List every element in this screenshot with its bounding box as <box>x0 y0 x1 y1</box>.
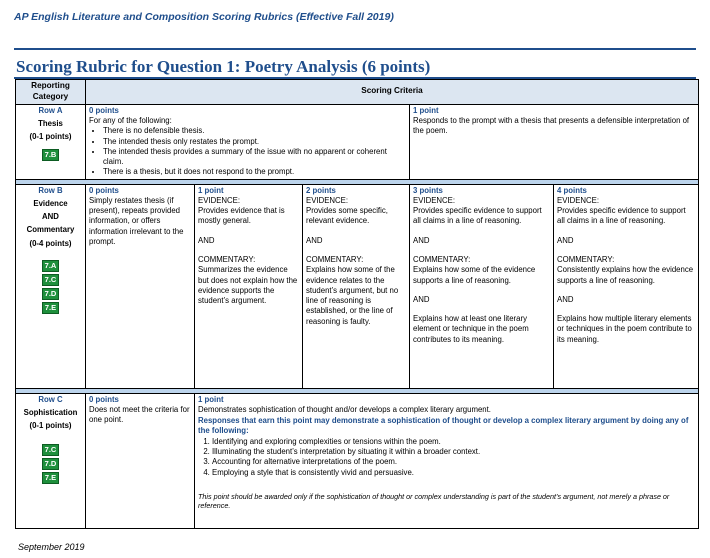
row-c <box>16 393 699 528</box>
skill-badge: 7.C <box>42 444 60 456</box>
row-a-0-points <box>86 104 410 179</box>
row-c-0-text: Does not meet the criteria for one point. <box>89 404 190 425</box>
points-label: 4 points <box>557 185 587 195</box>
row-b-label: Row B <box>38 185 63 195</box>
document-title: AP English Literature and Composition Scoring Rubrics (Effective Fall 2019) <box>14 11 394 23</box>
row-c-name: Sophistication <box>23 407 78 417</box>
and-text: AND <box>413 235 430 245</box>
commentary-text: Explains how multiple literary elements or techniques in the poem contribute to its meaning. <box>557 314 692 344</box>
points-label: 1 point <box>413 105 439 115</box>
and-text: AND <box>198 235 215 245</box>
commentary-text: Explains how some of the evidence supports a line of reasoning. <box>413 265 536 285</box>
list-item: 3. Accounting for alternative interpretations of the poem. <box>212 457 695 467</box>
points-label: 1 point <box>198 185 224 195</box>
points-label: 0 points <box>89 185 119 195</box>
row-b-name-and: AND <box>42 212 59 222</box>
row-b-1-point <box>195 184 303 388</box>
evidence-heading: EVIDENCE: <box>413 195 456 205</box>
list-item: • The intended thesis only restates the prompt. <box>103 137 406 147</box>
commentary-text: Explains how at least one literary element or technique in the poem contributes to its meaning. <box>413 314 529 344</box>
row-a-name: Thesis <box>38 118 63 128</box>
evidence-heading: EVIDENCE: <box>198 195 241 205</box>
and-text: AND <box>413 294 430 304</box>
row-c-1-list <box>198 437 695 478</box>
and-text: AND <box>306 235 323 245</box>
row-c-1-point <box>195 393 699 528</box>
commentary-heading: COMMENTARY: <box>306 255 364 265</box>
row-b-0-text: Simply restates thesis (if present), repeats provided information, or offers information irrelevant to the prompt. <box>89 195 184 247</box>
commentary-text: Summarizes the evidence but does not explain how the evidence supports the student’s argument. <box>198 265 298 306</box>
evidence-text: Provides specific evidence to support all claims in a line of reasoning. <box>557 206 686 226</box>
row-a-1-text: Responds to the prompt with a thesis that presents a defensible interpretation of the poem. <box>413 115 690 136</box>
footer-date: September 2019 <box>18 542 85 552</box>
row-a-1-point <box>410 104 699 179</box>
row-c-note: This point should be awarded only if the sophistication of thought or complex understanding is part of the student’s argument, not merely a phrase or reference. <box>198 491 670 511</box>
commentary-heading: COMMENTARY: <box>557 255 615 265</box>
row-a-category <box>16 104 86 179</box>
points-label: 3 points <box>413 185 443 195</box>
commentary-heading: COMMENTARY: <box>198 255 256 265</box>
commentary-text: Explains how some of the evidence relates to the student’s argument, but no line of reasoning is established, or the line of reasoning is faulty. <box>306 265 399 326</box>
row-b-3-points <box>410 184 554 388</box>
row-a-range: (0-1 points) <box>29 132 72 142</box>
and-text: AND <box>557 235 574 245</box>
list-item: 4. Employing a style that is consistently vivid and persuasive. <box>212 468 695 478</box>
header-category: Reporting Category <box>16 80 86 105</box>
and-text: AND <box>557 294 574 304</box>
evidence-text: Provides evidence that is mostly general. <box>198 206 285 226</box>
rubric-title: Scoring Rubric for Question 1: Poetry Analysis (6 points) <box>16 57 431 76</box>
skill-badge: 7.A <box>42 260 60 272</box>
row-c-range: (0-1 points) <box>29 421 72 431</box>
row-a-label: Row A <box>38 105 63 115</box>
evidence-heading: EVIDENCE: <box>557 195 600 205</box>
row-c-category <box>16 393 86 528</box>
skill-badge: 7.B <box>42 149 60 161</box>
points-label: 2 points <box>306 185 336 195</box>
points-label: 0 points <box>89 105 119 115</box>
skill-badge: 7.E <box>42 472 59 484</box>
list-item: 2. Illuminating the student’s interpretation by situating it within a broader context. <box>212 447 695 457</box>
row-b-name-evidence: Evidence <box>33 198 68 208</box>
row-b-range: (0-4 points) <box>29 238 72 248</box>
list-item: • There is no defensible thesis. <box>103 126 406 136</box>
skill-badge: 7.D <box>42 288 60 300</box>
table-header-row <box>16 80 699 105</box>
skill-badge: 7.D <box>42 458 60 470</box>
evidence-text: Provides specific evidence to support all claims in a line of reasoning. <box>413 206 542 226</box>
commentary-text: Consistently explains how the evidence supports a line of reasoning. <box>557 265 694 285</box>
row-b-2-points <box>303 184 410 388</box>
list-item: 1. Identifying and exploring complexities or tensions within the poem. <box>212 437 695 447</box>
row-b-name-commentary: Commentary <box>26 225 75 235</box>
list-item: • The intended thesis provides a summary of the issue with no apparent or coherent claim. <box>103 147 406 168</box>
row-b-category <box>16 184 86 388</box>
evidence-text: Provides some specific, relevant evidence. <box>306 206 388 226</box>
row-c-label: Row C <box>38 394 63 404</box>
points-label: 1 point <box>198 394 224 404</box>
row-b <box>16 184 699 388</box>
row-b-4-points <box>554 184 699 388</box>
row-b-0-points <box>86 184 195 388</box>
rubric-table <box>15 79 699 529</box>
row-a-0-list <box>89 126 406 177</box>
skill-badge: 7.C <box>42 274 60 286</box>
commentary-heading: COMMENTARY: <box>413 255 471 265</box>
title-rule <box>14 48 696 50</box>
evidence-heading: EVIDENCE: <box>306 195 349 205</box>
row-c-0-points <box>86 393 195 528</box>
list-item: • There is a thesis, but it does not respond to the prompt. <box>103 167 406 177</box>
row-c-1-blue: Responses that earn this point may demonstrate a sophistication of thought or develop a complex literary argument by doing any of the following: <box>198 416 689 436</box>
points-label: 0 points <box>89 394 119 404</box>
row-c-1-text: Demonstrates sophistication of thought and/or develops a complex literary argument. <box>198 404 491 414</box>
row-a-0-intro: For any of the following: <box>89 115 172 125</box>
row-a <box>16 104 699 179</box>
header-criteria: Scoring Criteria <box>86 80 699 105</box>
skill-badge: 7.E <box>42 302 59 314</box>
